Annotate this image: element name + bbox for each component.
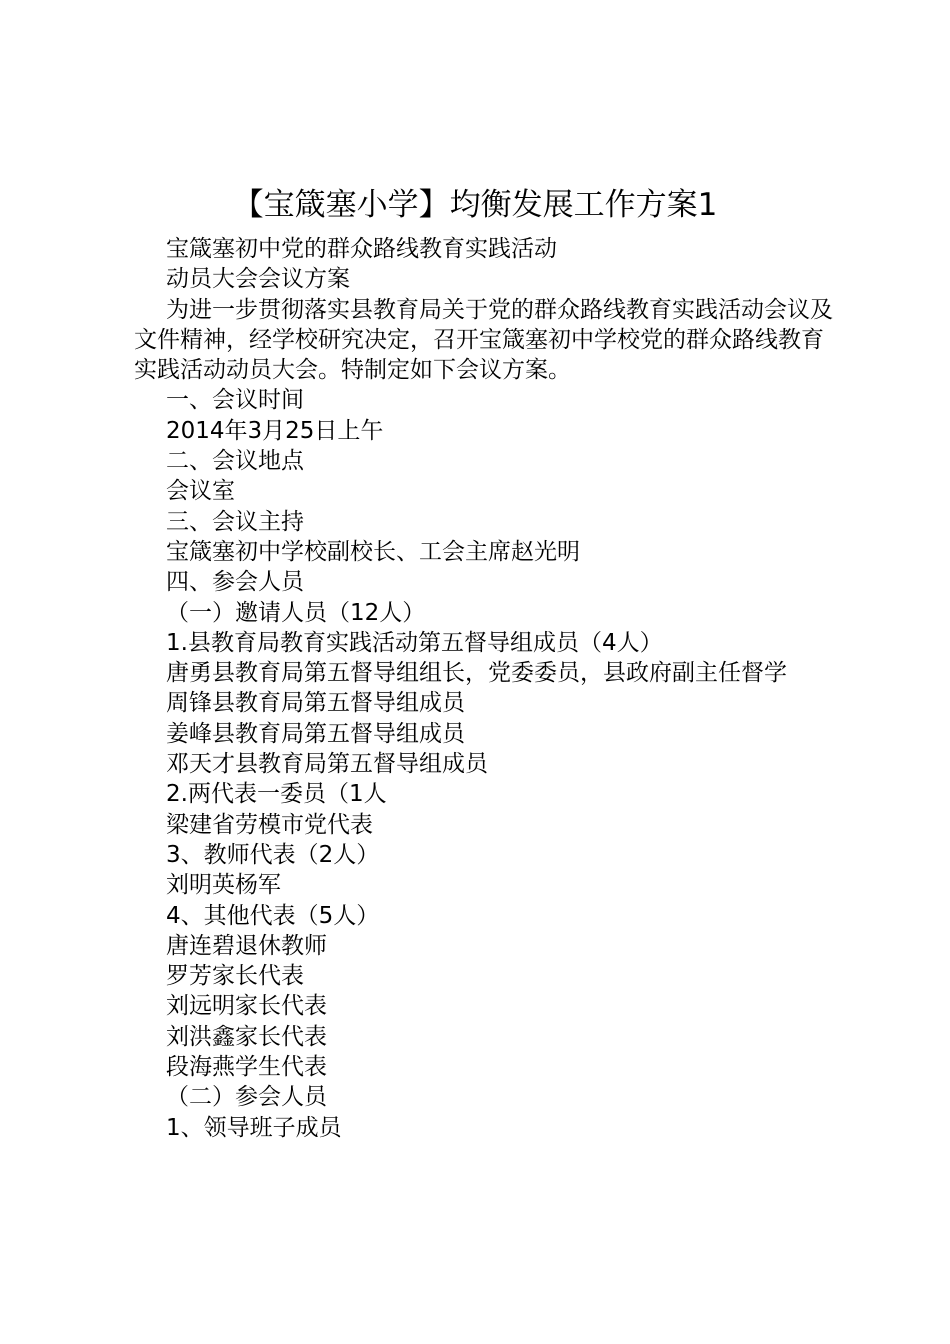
list-item: 1.县教育局教育实践活动第五督导组成员（4人） bbox=[166, 629, 663, 656]
document-body bbox=[134, 234, 834, 1143]
paragraph: 会议室 bbox=[166, 478, 235, 505]
list-item: 2.两代表一委员（1人 bbox=[166, 781, 387, 808]
paragraph: 为进一步贯彻落实县教育局关于党的群众路线教育实践活动会议及文件精神，经学校研究决定，召开宝箴塞初中学校党的群众路线教育实践活动动员大会。特制定如下会议方案。 bbox=[134, 296, 833, 384]
section-heading: 三、会议主持 bbox=[166, 508, 304, 535]
list-item: 姜峰县教育局第五督导组成员 bbox=[166, 720, 465, 747]
document-title: 【宝箴塞小学】均衡发展工作方案1 bbox=[232, 187, 718, 223]
list-item: 罗芳家长代表 bbox=[166, 963, 304, 990]
subsection-heading: （二）参会人员 bbox=[166, 1084, 327, 1111]
list-item: 段海燕学生代表 bbox=[166, 1054, 327, 1081]
list-item: 刘远明家长代表 bbox=[166, 993, 327, 1020]
list-item: 3、教师代表（2人） bbox=[166, 841, 380, 868]
list-item: 唐连碧退休教师 bbox=[166, 932, 327, 959]
list-item: 刘洪鑫家长代表 bbox=[166, 1023, 327, 1050]
list-item: 邓天才县教育局第五督导组成员 bbox=[166, 751, 488, 778]
list-item: 1、领导班子成员 bbox=[166, 1114, 342, 1141]
list-item: 刘明英杨军 bbox=[166, 872, 281, 899]
section-heading: 四、参会人员 bbox=[166, 569, 304, 596]
paragraph: 宝箴塞初中党的群众路线教育实践活动 bbox=[166, 236, 557, 262]
subsection-heading: （一）邀请人员（12人） bbox=[166, 599, 426, 626]
paragraph: 宝箴塞初中学校副校长、工会主席赵光明 bbox=[166, 538, 580, 565]
list-item: 4、其他代表（5人） bbox=[166, 902, 380, 929]
list-item: 周锋县教育局第五督导组成员 bbox=[166, 690, 465, 717]
paragraph: 2014年3月25日上午 bbox=[166, 417, 384, 444]
list-item: 唐勇县教育局第五督导组组长，党委委员，县政府副主任督学 bbox=[166, 660, 787, 687]
paragraph: 动员大会会议方案 bbox=[166, 266, 350, 293]
section-heading: 一、会议时间 bbox=[166, 387, 304, 414]
section-heading: 二、会议地点 bbox=[166, 448, 304, 475]
list-item: 梁建省劳模市党代表 bbox=[166, 811, 373, 838]
